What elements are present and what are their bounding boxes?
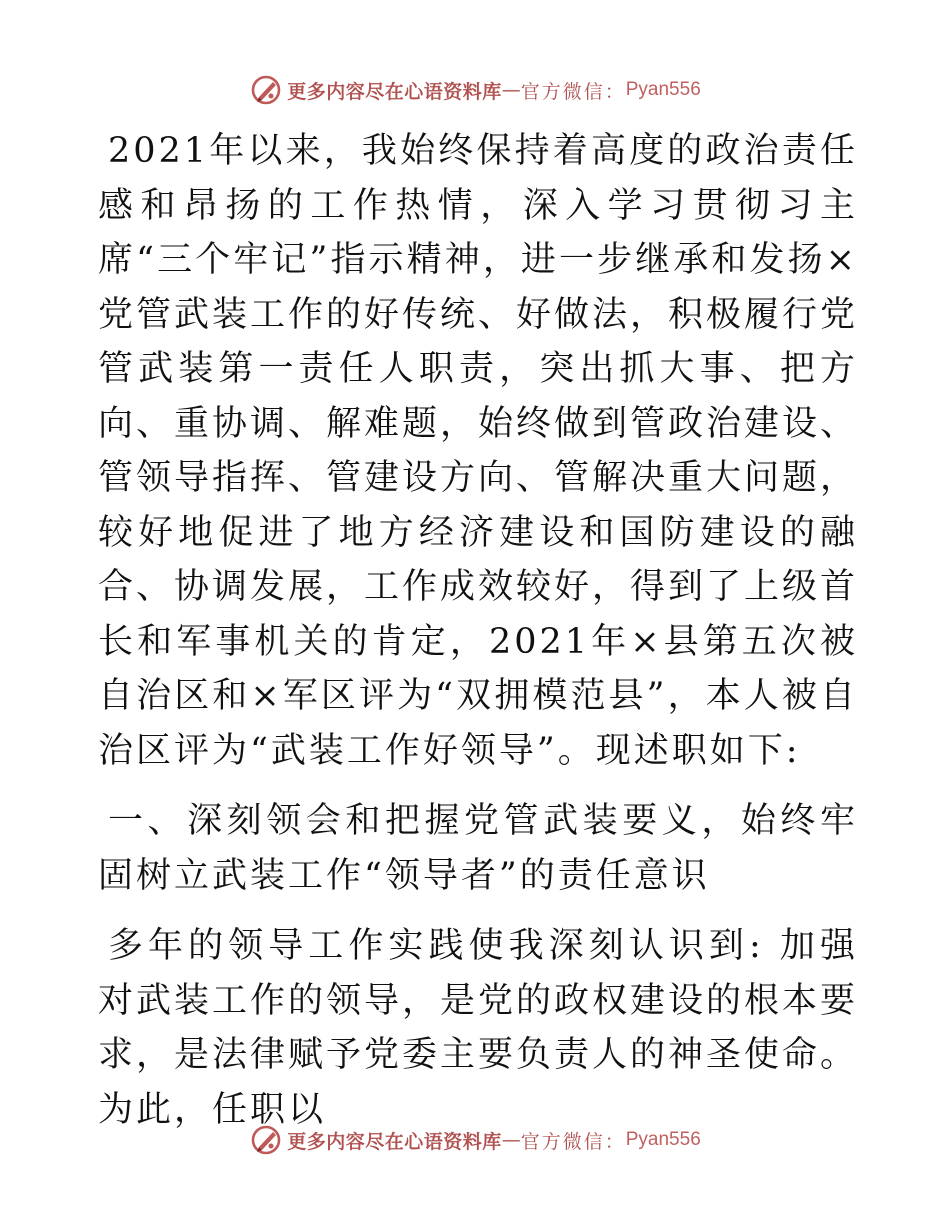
intro-paragraph: 2021年以来，我始终保持着高度的政治责任感和昂扬的工作热情，深入学习贯彻习主席“三个牢记”指示精神，进一步继承和发扬×党管武装工作的好传统、好做法，积极履行党管武装第一责任人职责，突出抓大事、把方向、重协调、解难题，始终做到管政治建设、管领导指挥、管建设方向、管解决重大问题，较好地促进了地方经济建设和国防建设的融合、协调发展，工作成效较好，得到了上级首长和军事机关的肯定，2021年×县第五次被自治区和×军区评为“双拥模范县”，本人被自治区评为“武装工作好领导”。现述职如下: [98,131,859,771]
watermark-site-text: 更多内容尽在心语资料库 [287,1130,502,1153]
watermark-wechat-id: Pyan556 [625,79,701,100]
header-watermark [0,70,950,110]
pen-circle-logo-icon [249,73,283,107]
document-body [98,124,858,1137]
footer-watermark [0,1120,950,1160]
watermark-separator: — [501,79,521,101]
watermark-official-label: 官方微信： [520,80,626,103]
watermark-wechat-id: Pyan556 [625,1129,701,1150]
watermark-separator: — [501,1129,521,1151]
body-paragraph: 多年的领导工作实践使我深刻认识到: 加强对武装工作的领导，是党的政权建设的根本要求，是法律赋予党委主要负责人的神圣使命。为此，任职以 [98,926,859,1130]
watermark-official-label: 官方微信： [520,1130,626,1153]
section-heading: 一、深刻领会和把握党管武装要义，始终牢固树立武装工作“领导者”的责任意识 [98,801,858,896]
watermark-site-text: 更多内容尽在心语资料库 [287,80,502,103]
pen-circle-logo-icon [249,1123,283,1157]
